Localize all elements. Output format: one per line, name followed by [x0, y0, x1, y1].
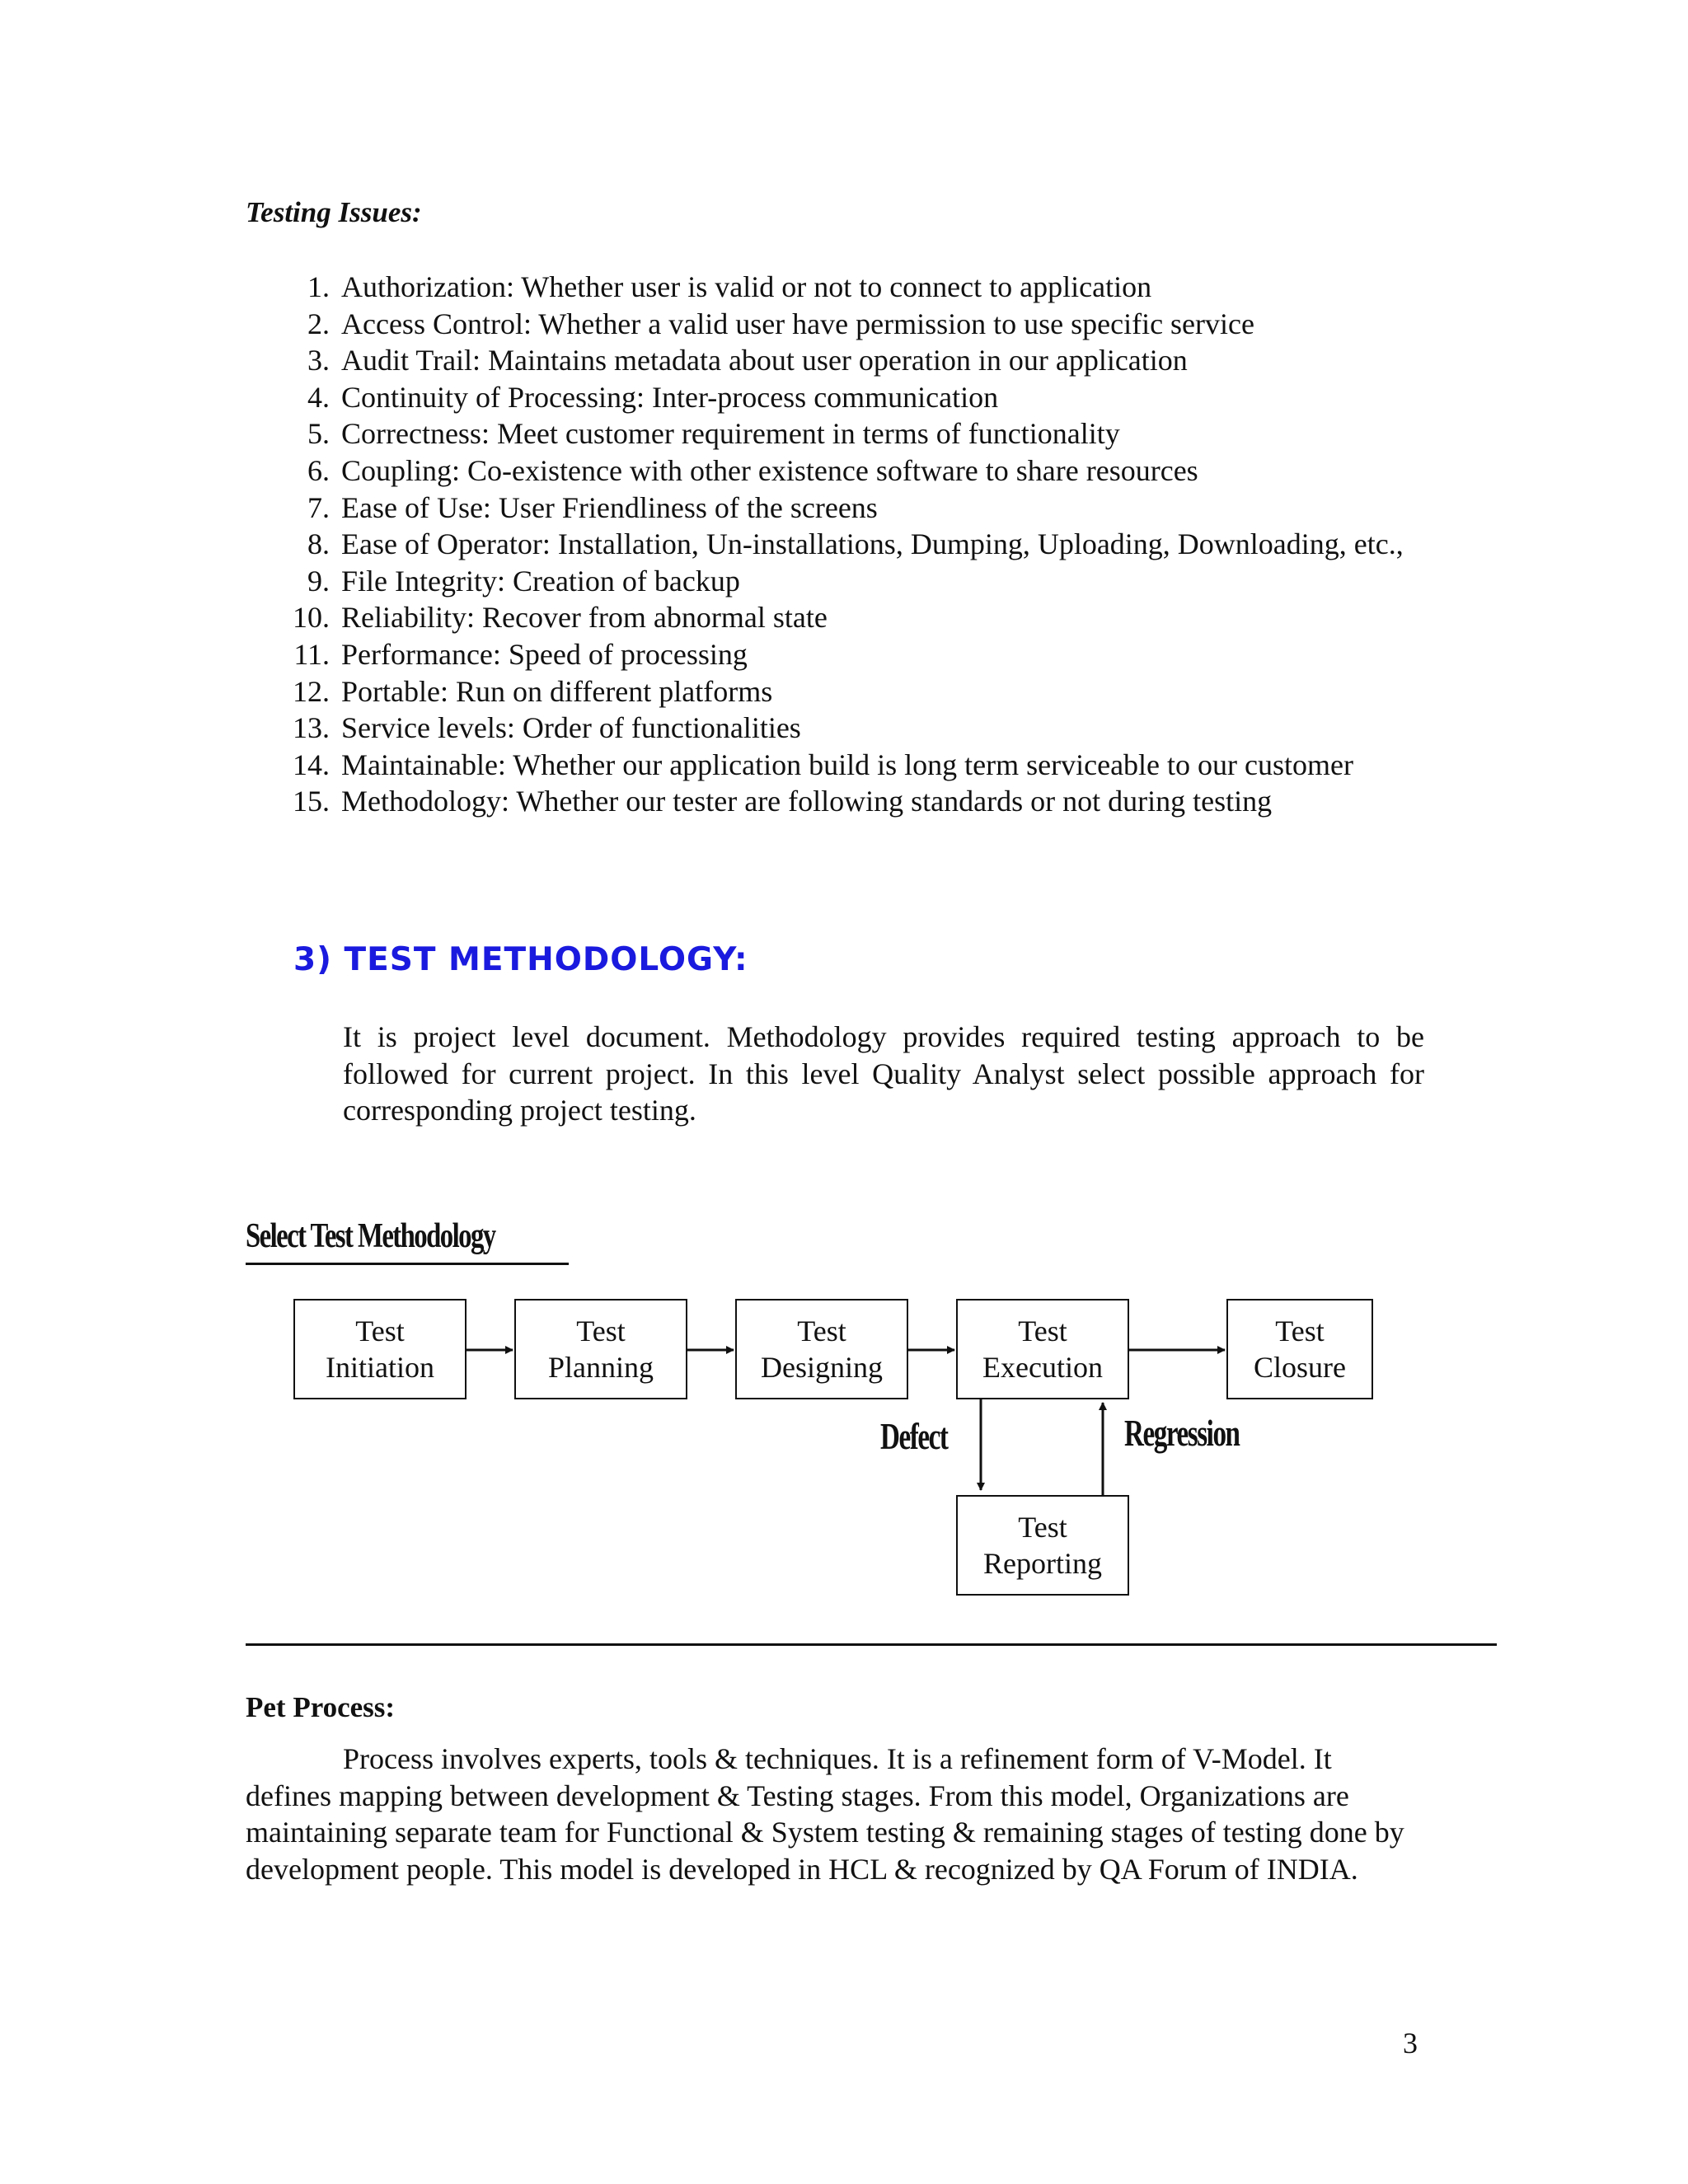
testing-issues-heading: Testing Issues: — [246, 196, 422, 228]
box-label-line1: Test — [1275, 1315, 1325, 1347]
list-item-number: 7. — [307, 490, 330, 524]
box-label-line1: Test — [1018, 1511, 1067, 1544]
list-item-text: File Integrity: Creation of backup — [341, 564, 740, 598]
list-item-text: Continuity of Processing: Inter-process communication — [341, 380, 999, 414]
list-item-text: Correctness: Meet customer requirement in terms of functionality — [341, 417, 1120, 451]
list-item-number: 8. — [307, 527, 330, 561]
list-item-number: 2. — [307, 307, 330, 340]
list-item-text: Portable: Run on different platforms — [341, 674, 773, 708]
box-test-initiation — [293, 1299, 467, 1399]
list-item-number: 9. — [307, 564, 330, 598]
list-item-text: Reliability: Recover from abnormal state — [341, 601, 828, 635]
list-item-number: 5. — [307, 417, 330, 451]
box-label-line1: Test — [355, 1315, 405, 1347]
list-item-number: 4. — [307, 380, 330, 414]
list-item-text: Ease of Use: User Friendliness of the screens — [341, 490, 878, 524]
box-test-planning — [514, 1299, 687, 1399]
box-label-line1: Test — [1018, 1315, 1067, 1347]
defect-label: Defect — [880, 1415, 948, 1457]
test-methodology-heading: 3) TEST METHODOLOGY: — [293, 941, 748, 978]
box-test-execution — [956, 1299, 1129, 1399]
list-item-text: Ease of Operator: Installation, Un-installations, Dumping, Uploading, Downloading, etc., — [341, 527, 1404, 561]
pet-process-paragraph — [246, 1741, 1416, 1887]
box-label-line1: Test — [576, 1315, 626, 1347]
list-item-text: Authorization: Whether user is valid or not to connect to application — [341, 270, 1152, 303]
pet-process-heading: Pet Process: — [246, 1691, 396, 1723]
list-item-text: Performance: Speed of processing — [341, 637, 748, 671]
box-label-line2: Execution — [982, 1351, 1103, 1384]
regression-label: Regression — [1124, 1412, 1240, 1454]
box-label-line2: Designing — [761, 1351, 883, 1384]
box-label-line1: Test — [797, 1315, 846, 1347]
list-item-text: Service levels: Order of functionalities — [341, 711, 801, 745]
list-item-number: 3. — [307, 344, 330, 377]
list-item-text: Access Control: Whether a valid user have permission to use specific service — [341, 307, 1254, 340]
list-item-text: Methodology: Whether our tester are following standards or not during testing — [341, 785, 1273, 818]
box-test-closure — [1226, 1299, 1373, 1399]
list-item-text: Coupling: Co-existence with other existence software to share resources — [341, 453, 1198, 487]
box-test-designing — [735, 1299, 908, 1399]
list-item-text: Audit Trail: Maintains metadata about user operation in our application — [341, 344, 1188, 377]
list-item-number: 11. — [293, 637, 330, 671]
test-methodology-paragraph: It is project level document. Methodology provides required testing approach to be followed for current project. In this level Quality Analyst select possible approach for corresponding project testing. — [343, 1020, 1424, 1127]
list-item-number: 12. — [293, 674, 330, 708]
list-item-number: 1. — [307, 270, 330, 303]
box-label-line2: Planning — [547, 1351, 654, 1384]
list-item-number: 15. — [293, 785, 330, 818]
box-label-line2: Closure — [1254, 1351, 1346, 1384]
list-item-number: 14. — [293, 748, 330, 781]
list-item-text: Maintainable: Whether our application build is long term serviceable to our customer — [341, 748, 1353, 781]
list-item-number: 10. — [293, 601, 330, 635]
box-label-line2: Reporting — [983, 1547, 1102, 1580]
box-label-line2: Initiation — [326, 1351, 434, 1384]
box-test-reporting — [956, 1495, 1129, 1596]
horizontal-rule — [246, 1643, 1497, 1646]
list-item-number: 6. — [307, 453, 330, 487]
list-item-number: 13. — [293, 711, 330, 745]
pet-process-text: Process involves experts, tools & techniques. It is a refinement form of V-Model. It defines mapping between development & Testing stages. From this model, Organizations are maintaining separate team for Functional & System testing & remaining stages of testing done by development people. This model is developed in HCL & recognized by QA Forum of INDIA. — [246, 1742, 1404, 1886]
page-number: 3 — [1403, 2027, 1418, 2060]
diagram-title: Select Test Methodology — [246, 1217, 495, 1255]
